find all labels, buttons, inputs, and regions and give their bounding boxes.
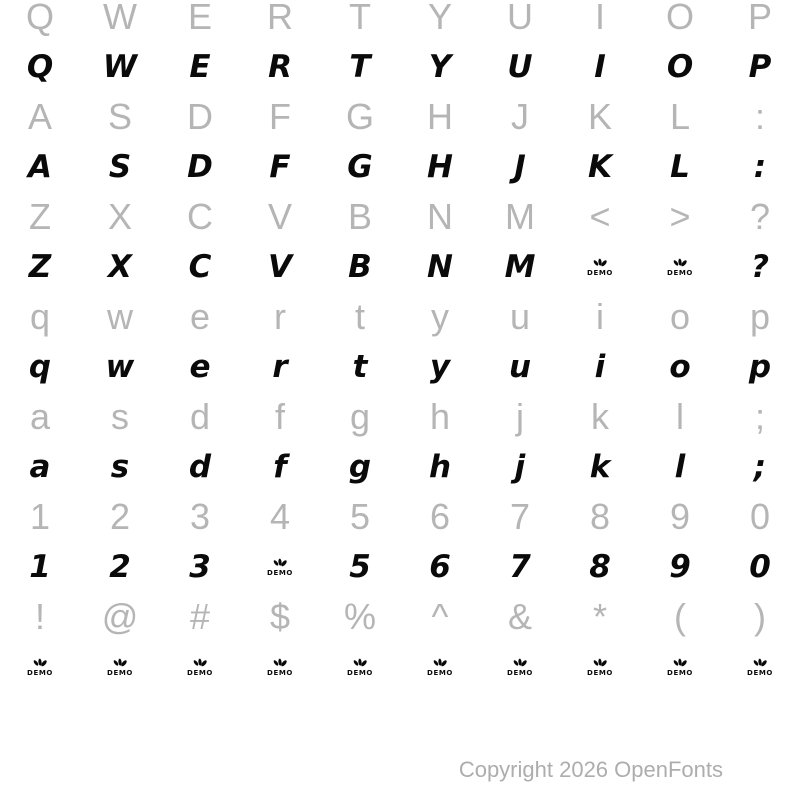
fleuron-ornament-icon — [512, 658, 528, 669]
demo-placeholder-glyph — [667, 258, 693, 277]
glyph-cell: Y — [428, 48, 452, 85]
glyph-cell: a — [29, 396, 51, 437]
glyph-row-reference — [0, 0, 800, 42]
glyph-cell: ( — [674, 596, 686, 637]
glyph-cell: I — [594, 48, 606, 85]
glyph-row-reference — [0, 392, 800, 442]
glyph-cell: i — [596, 296, 604, 337]
glyph-cell: y — [429, 348, 451, 385]
glyph-cell: R — [268, 48, 292, 85]
glyph-cell: B — [347, 196, 372, 237]
glyph-cell: 8 — [589, 548, 611, 585]
demo-glyph-cell — [480, 642, 560, 692]
demo-label: DEMO — [507, 668, 533, 677]
glyph-cell: & — [507, 596, 532, 637]
fleuron-ornament-icon — [592, 658, 608, 669]
glyph-cell: q — [29, 296, 51, 337]
glyph-cell: e — [189, 296, 211, 337]
glyph-cell: M — [505, 196, 535, 237]
glyph-row-reference — [0, 292, 800, 342]
glyph-cell: D — [187, 148, 213, 185]
glyph-cell: F — [269, 148, 291, 185]
glyph-cell: P — [747, 0, 772, 37]
fleuron-ornament-icon — [192, 658, 208, 669]
glyph-cell: Q — [25, 0, 54, 37]
glyph-cell: i — [594, 348, 606, 385]
glyph-cell: F — [269, 96, 291, 137]
glyph-cell: e — [189, 348, 211, 385]
demo-placeholder-glyph — [187, 658, 213, 677]
glyph-cell: ; — [753, 448, 767, 485]
glyph-row-reference — [0, 92, 800, 142]
glyph-cell: 1 — [29, 548, 51, 585]
demo-placeholder-glyph — [347, 658, 373, 677]
glyph-cell: X — [107, 196, 132, 237]
glyph-cell: H — [427, 148, 453, 185]
glyph-cell: U — [507, 48, 533, 85]
glyph-cell: % — [343, 596, 376, 637]
glyph-cell: Q — [26, 48, 54, 85]
glyph-cell: W — [103, 0, 137, 37]
glyph-cell: 4 — [269, 496, 291, 537]
glyph-cell: J — [511, 96, 529, 137]
glyph-cell: G — [345, 96, 374, 137]
glyph-cell: l — [674, 448, 686, 485]
glyph-cell: A — [28, 148, 52, 185]
glyph-row-reference — [0, 192, 800, 242]
demo-placeholder-glyph — [427, 658, 453, 677]
demo-glyph-cell — [160, 642, 240, 692]
glyph-cell: > — [669, 196, 691, 237]
demo-placeholder-glyph — [587, 258, 613, 277]
demo-label: DEMO — [747, 668, 773, 677]
fleuron-ornament-icon — [752, 658, 768, 669]
demo-placeholder-glyph — [267, 658, 293, 677]
glyph-row-specimen — [0, 242, 800, 292]
fleuron-ornament-icon — [112, 658, 128, 669]
glyph-cell: H — [427, 96, 453, 137]
glyph-cell: g — [349, 396, 371, 437]
glyph-row-specimen — [0, 642, 800, 692]
glyph-row-specimen — [0, 342, 800, 392]
fleuron-ornament-icon — [672, 258, 688, 269]
glyph-cell: 7 — [509, 496, 531, 537]
glyph-cell: h — [429, 396, 451, 437]
glyph-cell: w — [107, 296, 133, 337]
glyph-cell: K — [587, 96, 612, 137]
demo-glyph-cell — [80, 642, 160, 692]
glyph-cell: E — [189, 48, 211, 85]
glyph-cell: 1 — [29, 496, 51, 537]
demo-label: DEMO — [347, 668, 373, 677]
demo-glyph-cell — [240, 642, 320, 692]
glyph-cell: O — [666, 48, 694, 85]
glyph-cell: s — [111, 396, 129, 437]
glyph-cell: o — [669, 296, 691, 337]
copyright-text: Copyright 2026 OpenFonts — [458, 757, 723, 782]
glyph-cell: r — [272, 348, 288, 385]
demo-label: DEMO — [267, 568, 293, 577]
glyph-cell: f — [273, 448, 287, 485]
glyph-cell: 2 — [109, 548, 131, 585]
glyph-cell: T — [349, 48, 371, 85]
glyph-cell: 0 — [749, 496, 771, 537]
demo-placeholder-glyph — [267, 558, 293, 577]
glyph-cell: T — [349, 0, 371, 37]
glyph-cell: ! — [34, 596, 45, 637]
glyph-cell: w — [105, 348, 135, 385]
glyph-cell: a — [29, 448, 51, 485]
demo-glyph-cell — [0, 642, 80, 692]
demo-label: DEMO — [267, 668, 293, 677]
glyph-cell: y — [431, 296, 449, 337]
demo-placeholder-glyph — [107, 658, 133, 677]
glyph-cell: 9 — [669, 548, 691, 585]
glyph-cell: J — [514, 148, 526, 185]
demo-label: DEMO — [107, 668, 133, 677]
glyph-cell: C — [188, 248, 212, 285]
fleuron-ornament-icon — [592, 258, 608, 269]
glyph-cell: M — [504, 248, 536, 285]
glyph-cell: f — [274, 396, 285, 437]
glyph-cell: l — [676, 396, 684, 437]
glyph-cell: D — [187, 96, 213, 137]
glyph-cell: G — [347, 148, 373, 185]
glyph-cell: I — [594, 0, 605, 37]
glyph-cell: O — [665, 0, 694, 37]
glyph-cell: B — [348, 248, 372, 285]
demo-placeholder-glyph — [507, 658, 533, 677]
glyph-cell: 6 — [429, 496, 451, 537]
glyph-cell: E — [187, 0, 212, 37]
glyph-cell: q — [28, 348, 52, 385]
glyph-cell: 2 — [109, 496, 131, 537]
glyph-cell: V — [267, 196, 292, 237]
demo-placeholder-glyph — [587, 658, 613, 677]
glyph-cell: 6 — [429, 548, 451, 585]
glyph-cell: s — [110, 448, 130, 485]
glyph-cell: o — [669, 348, 691, 385]
demo-label: DEMO — [667, 668, 693, 677]
glyph-cell: # — [189, 596, 211, 637]
glyph-cell: L — [669, 96, 691, 137]
glyph-cell: d — [189, 396, 211, 437]
demo-placeholder-glyph — [27, 658, 53, 677]
fleuron-ornament-icon — [672, 658, 688, 669]
glyph-cell: u — [509, 296, 531, 337]
glyph-cell: ? — [751, 248, 769, 285]
glyph-cell: 7 — [509, 548, 531, 585]
glyph-row-reference — [0, 492, 800, 542]
glyph-cell: k — [589, 448, 611, 485]
glyph-row-specimen — [0, 42, 800, 92]
glyph-cell: 0 — [749, 548, 771, 585]
glyph-cell: 3 — [189, 496, 211, 537]
glyph-cell: : — [753, 148, 767, 185]
glyph-cell: $ — [269, 596, 291, 637]
demo-label: DEMO — [27, 668, 53, 677]
fleuron-ornament-icon — [272, 658, 288, 669]
demo-glyph-cell — [400, 642, 480, 692]
glyph-cell: h — [428, 448, 452, 485]
glyph-row-specimen — [0, 142, 800, 192]
demo-glyph-cell — [640, 242, 720, 292]
glyph-cell: t — [352, 348, 368, 385]
glyph-cell: K — [587, 148, 613, 185]
glyph-cell: ? — [749, 196, 771, 237]
glyph-cell: t — [354, 296, 365, 337]
glyph-cell: 5 — [349, 496, 371, 537]
glyph-cell: ; — [754, 396, 765, 437]
glyph-cell: d — [188, 448, 212, 485]
glyph-cell: u — [508, 348, 532, 385]
glyph-cell: C — [187, 196, 213, 237]
demo-glyph-cell — [720, 642, 800, 692]
fleuron-ornament-icon — [272, 558, 288, 569]
glyph-cell: 3 — [189, 548, 211, 585]
glyph-cell: R — [267, 0, 293, 37]
fleuron-ornament-icon — [432, 658, 448, 669]
glyph-cell: Y — [427, 0, 452, 37]
glyph-cell: L — [670, 148, 690, 185]
demo-label: DEMO — [667, 268, 693, 277]
demo-label: DEMO — [587, 268, 613, 277]
demo-placeholder-glyph — [747, 658, 773, 677]
demo-glyph-cell — [240, 542, 320, 592]
glyph-row-specimen — [0, 542, 800, 592]
glyph-cell: < — [589, 196, 611, 237]
glyph-row-reference — [0, 592, 800, 642]
glyph-cell: U — [507, 0, 533, 37]
glyph-cell: j — [516, 396, 524, 437]
glyph-cell: N — [427, 248, 453, 285]
glyph-cell: p — [749, 296, 771, 337]
demo-glyph-cell — [320, 642, 400, 692]
glyph-cell: j — [514, 448, 526, 485]
demo-label: DEMO — [427, 668, 453, 677]
glyph-cell: V — [268, 248, 292, 285]
fleuron-ornament-icon — [32, 658, 48, 669]
glyph-cell: p — [748, 348, 772, 385]
glyph-cell: 9 — [669, 496, 691, 537]
glyph-cell: Z — [28, 248, 52, 285]
glyph-cell: g — [348, 448, 372, 485]
glyph-cell: A — [27, 96, 52, 137]
demo-placeholder-glyph — [667, 658, 693, 677]
demo-glyph-cell — [560, 642, 640, 692]
glyph-cell: N — [427, 196, 453, 237]
glyph-cell: ) — [754, 596, 766, 637]
glyph-cell: 5 — [349, 548, 371, 585]
glyph-cell: W — [102, 48, 138, 85]
glyph-cell: X — [108, 248, 132, 285]
glyph-row-specimen — [0, 442, 800, 492]
glyph-cell: ^ — [431, 596, 449, 637]
glyph-cell: 8 — [589, 496, 611, 537]
glyph-cell: S — [108, 148, 132, 185]
demo-glyph-cell — [560, 242, 640, 292]
demo-label: DEMO — [187, 668, 213, 677]
glyph-cell: @ — [101, 596, 139, 637]
fleuron-ornament-icon — [352, 658, 368, 669]
glyph-cell: * — [592, 596, 607, 637]
glyph-cell: S — [107, 96, 132, 137]
demo-label: DEMO — [587, 668, 613, 677]
glyph-cell: k — [591, 396, 609, 437]
glyph-cell: r — [274, 296, 286, 337]
glyph-cell: : — [754, 96, 765, 137]
glyph-cell: Z — [29, 196, 51, 237]
demo-glyph-cell — [640, 642, 720, 692]
glyph-cell: P — [748, 48, 772, 85]
